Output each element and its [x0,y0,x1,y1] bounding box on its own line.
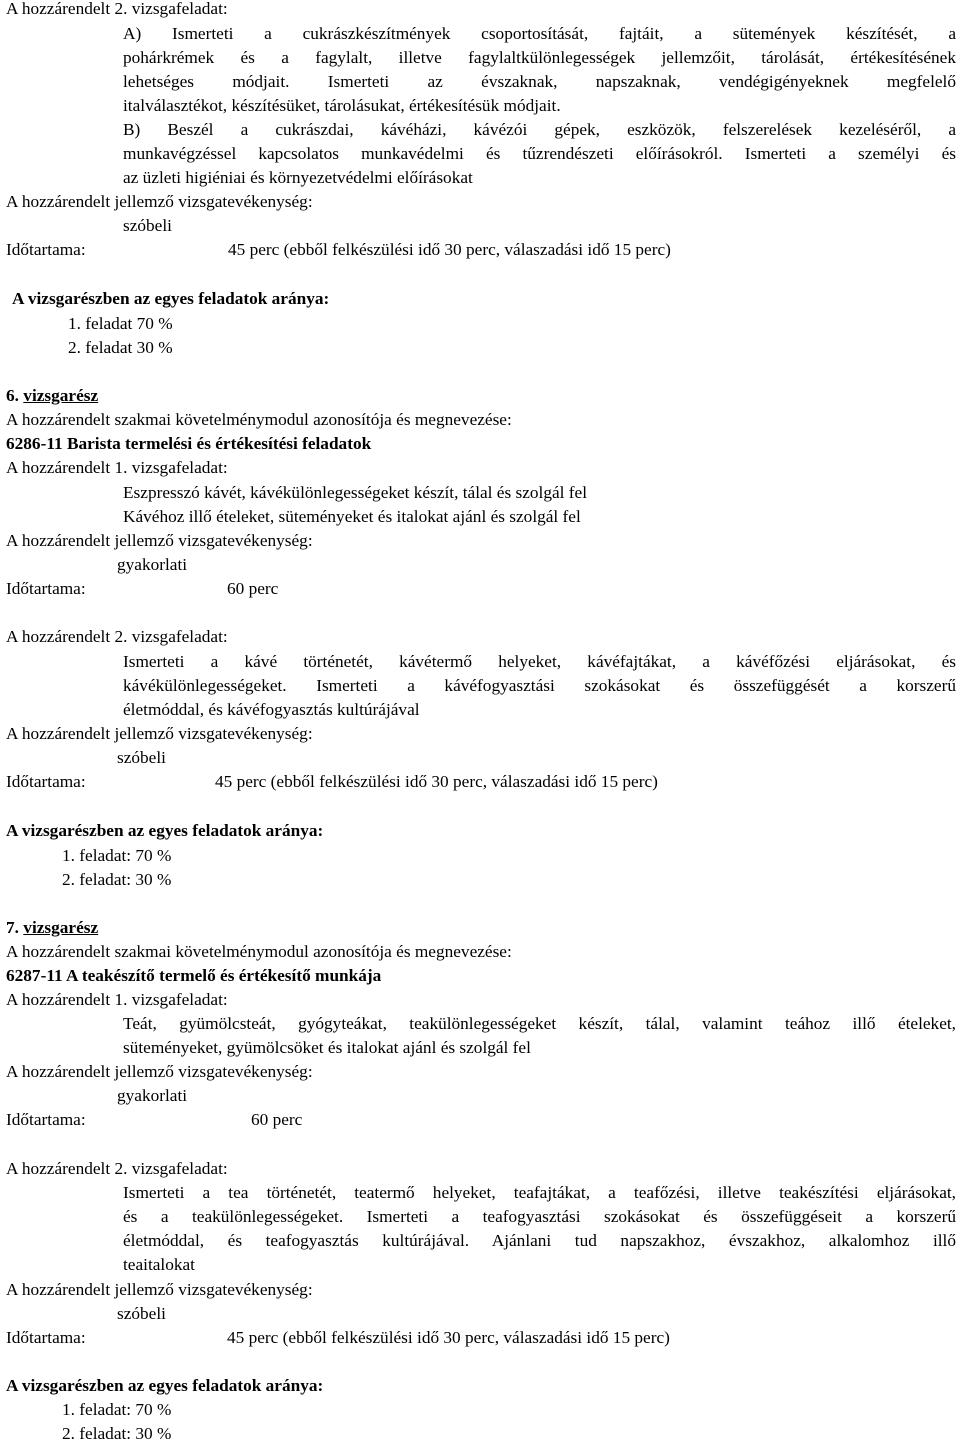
activity1-value: gyakorlati [117,555,188,574]
task-line: pohárkrémek és a fagylalt, illetve fagylaltkülönlegességek jellemzőit, tárolását, értékesítésének [123,48,956,67]
task1-line: Eszpresszó kávét, kávékülönlegességeket készít, tálal és szolgál fel [123,483,588,502]
task2-description [123,22,956,190]
task1-heading: A hozzárendelt 1. vizsgafeladat: [6,990,228,1009]
task-line: életmóddal, és teafogyasztás kultúrájával. Ajánlani tud napszakhoz, évszakhoz, alkalomhoz illő [123,1231,956,1250]
duration-label: Időtartama: [6,240,86,259]
activity1-label: A hozzárendelt jellemző vizsgatevékenység: [6,531,313,550]
task2-description [123,1181,956,1277]
task1-line: Kávéhoz illő ételeket, süteményeket és italokat ajánl és szolgál fel [123,507,581,526]
part-number: 7. [6,918,19,937]
task-line: Teát, gyümölcsteát, gyógyteákat, teakülönlegességeket készít, tálal, valamint teához illő ételeket, [123,1014,956,1033]
task-line: Ismerteti a kávé történetét, kávétermő helyeket, kávéfajtákat, a kávéfőzési eljárásokat, és [123,652,956,671]
task-line: az üzleti higiéniai és környezetvédelmi előírásokat [123,168,473,187]
duration1-label: Időtartama: [6,1110,86,1129]
task1-heading: A hozzárendelt 1. vizsgafeladat: [6,458,228,477]
activity2-value: szóbeli [117,1304,166,1323]
ratio-heading: A vizsgarészben az egyes feladatok aránya: [6,1376,324,1395]
duration2-label: Időtartama: [6,1328,86,1347]
duration1-value: 60 perc [227,579,279,598]
ratio-task-1: 1. feladat: 70 % [62,1400,172,1419]
module-name: 6287-11 A teakészítő termelő és értékesítő munkája [6,966,382,985]
activity-label: A hozzárendelt jellemző vizsgatevékenység: [6,192,313,211]
part-6-title [6,384,98,408]
activity1-value: gyakorlati [117,1086,188,1105]
task-line: teaitalokat [123,1255,195,1274]
duration1-value: 60 perc [251,1110,303,1129]
module-name: 6286-11 Barista termelési és értékesítési feladatok [6,434,372,453]
duration2-value: 45 perc (ebből felkészülési idő 30 perc, válaszadási idő 15 perc) [227,1328,670,1347]
ratio-heading: A vizsgarészben az egyes feladatok aránya: [12,289,330,308]
task2-heading: A hozzárendelt 2. vizsgafeladat: [6,627,228,646]
task-line: A) Ismerteti a cukrászkészítmények csoportosítását, fajtáit, a sütemények készítését, a [123,24,956,43]
module-label: A hozzárendelt szakmai követelménymodul azonosítója és megnevezése: [6,410,512,429]
duration-value: 45 perc (ebből felkészülési idő 30 perc, válaszadási idő 15 perc) [228,240,671,259]
duration1-label: Időtartama: [6,579,86,598]
ratio-heading: A vizsgarészben az egyes feladatok aránya: [6,821,324,840]
task-line: italválasztékot, készítésüket, tárolásukat, értékesítésük módjait. [123,96,561,115]
module-label: A hozzárendelt szakmai követelménymodul azonosítója és megnevezése: [6,942,512,961]
part-title: vizsgarész [23,918,99,937]
task2-heading: A hozzárendelt 2. vizsgafeladat: [6,1159,228,1178]
task2-heading: A hozzárendelt 2. vizsgafeladat: [6,0,228,18]
task-line: Ismerteti a tea történetét, teatermő helyeket, teafajtákat, a teafőzési, illetve teakészítési eljárásokat, [123,1183,956,1202]
ratio-task-2: 2. feladat: 30 % [62,870,172,889]
ratio-task-1: 1. feladat 70 % [68,314,173,333]
part-7-title [6,916,98,940]
activity2-label: A hozzárendelt jellemző vizsgatevékenység: [6,724,313,743]
duration2-label: Időtartama: [6,772,86,791]
task-line: munkavégzéssel kapcsolatos munkavédelmi és tűzrendészeti előírásokról. Ismerteti a személyi és [123,144,956,163]
task-line: B) Beszél a cukrászdai, kávéházi, kávézói gépek, eszközök, felszerelések kezeléséről, a [123,120,956,139]
task-line: életmóddal, és kávéfogyasztás kultúrájával [123,700,420,719]
activity2-label: A hozzárendelt jellemző vizsgatevékenység: [6,1280,313,1299]
part-title: vizsgarész [23,386,99,405]
ratio-task-2: 2. feladat 30 % [68,338,173,357]
duration2-value: 45 perc (ebből felkészülési idő 30 perc, válaszadási idő 15 perc) [215,772,658,791]
ratio-task-2: 2. feladat: 30 % [62,1424,172,1443]
part-number: 6. [6,386,19,405]
task1-description [123,1012,956,1060]
task-line: és a teakülönlegességeket. Ismerteti a teafogyasztási szokásokat és összefüggéseit a korszerű [123,1207,956,1226]
task-line: lehetséges módjait. Ismerteti az évszaknak, napszaknak, vendégigényeknek megfelelő [123,72,956,91]
activity-value: szóbeli [123,216,172,235]
activity2-value: szóbeli [117,748,166,767]
task-line: kávékülönlegességeket. Ismerteti a kávéfogyasztási szokásokat és összefüggését a korszerű [123,676,956,695]
ratio-task-1: 1. feladat: 70 % [62,846,172,865]
activity1-label: A hozzárendelt jellemző vizsgatevékenység: [6,1062,313,1081]
task2-description [123,650,956,722]
task-line: süteményeket, gyümölcsöket és italokat ajánl és szolgál fel [123,1038,531,1057]
